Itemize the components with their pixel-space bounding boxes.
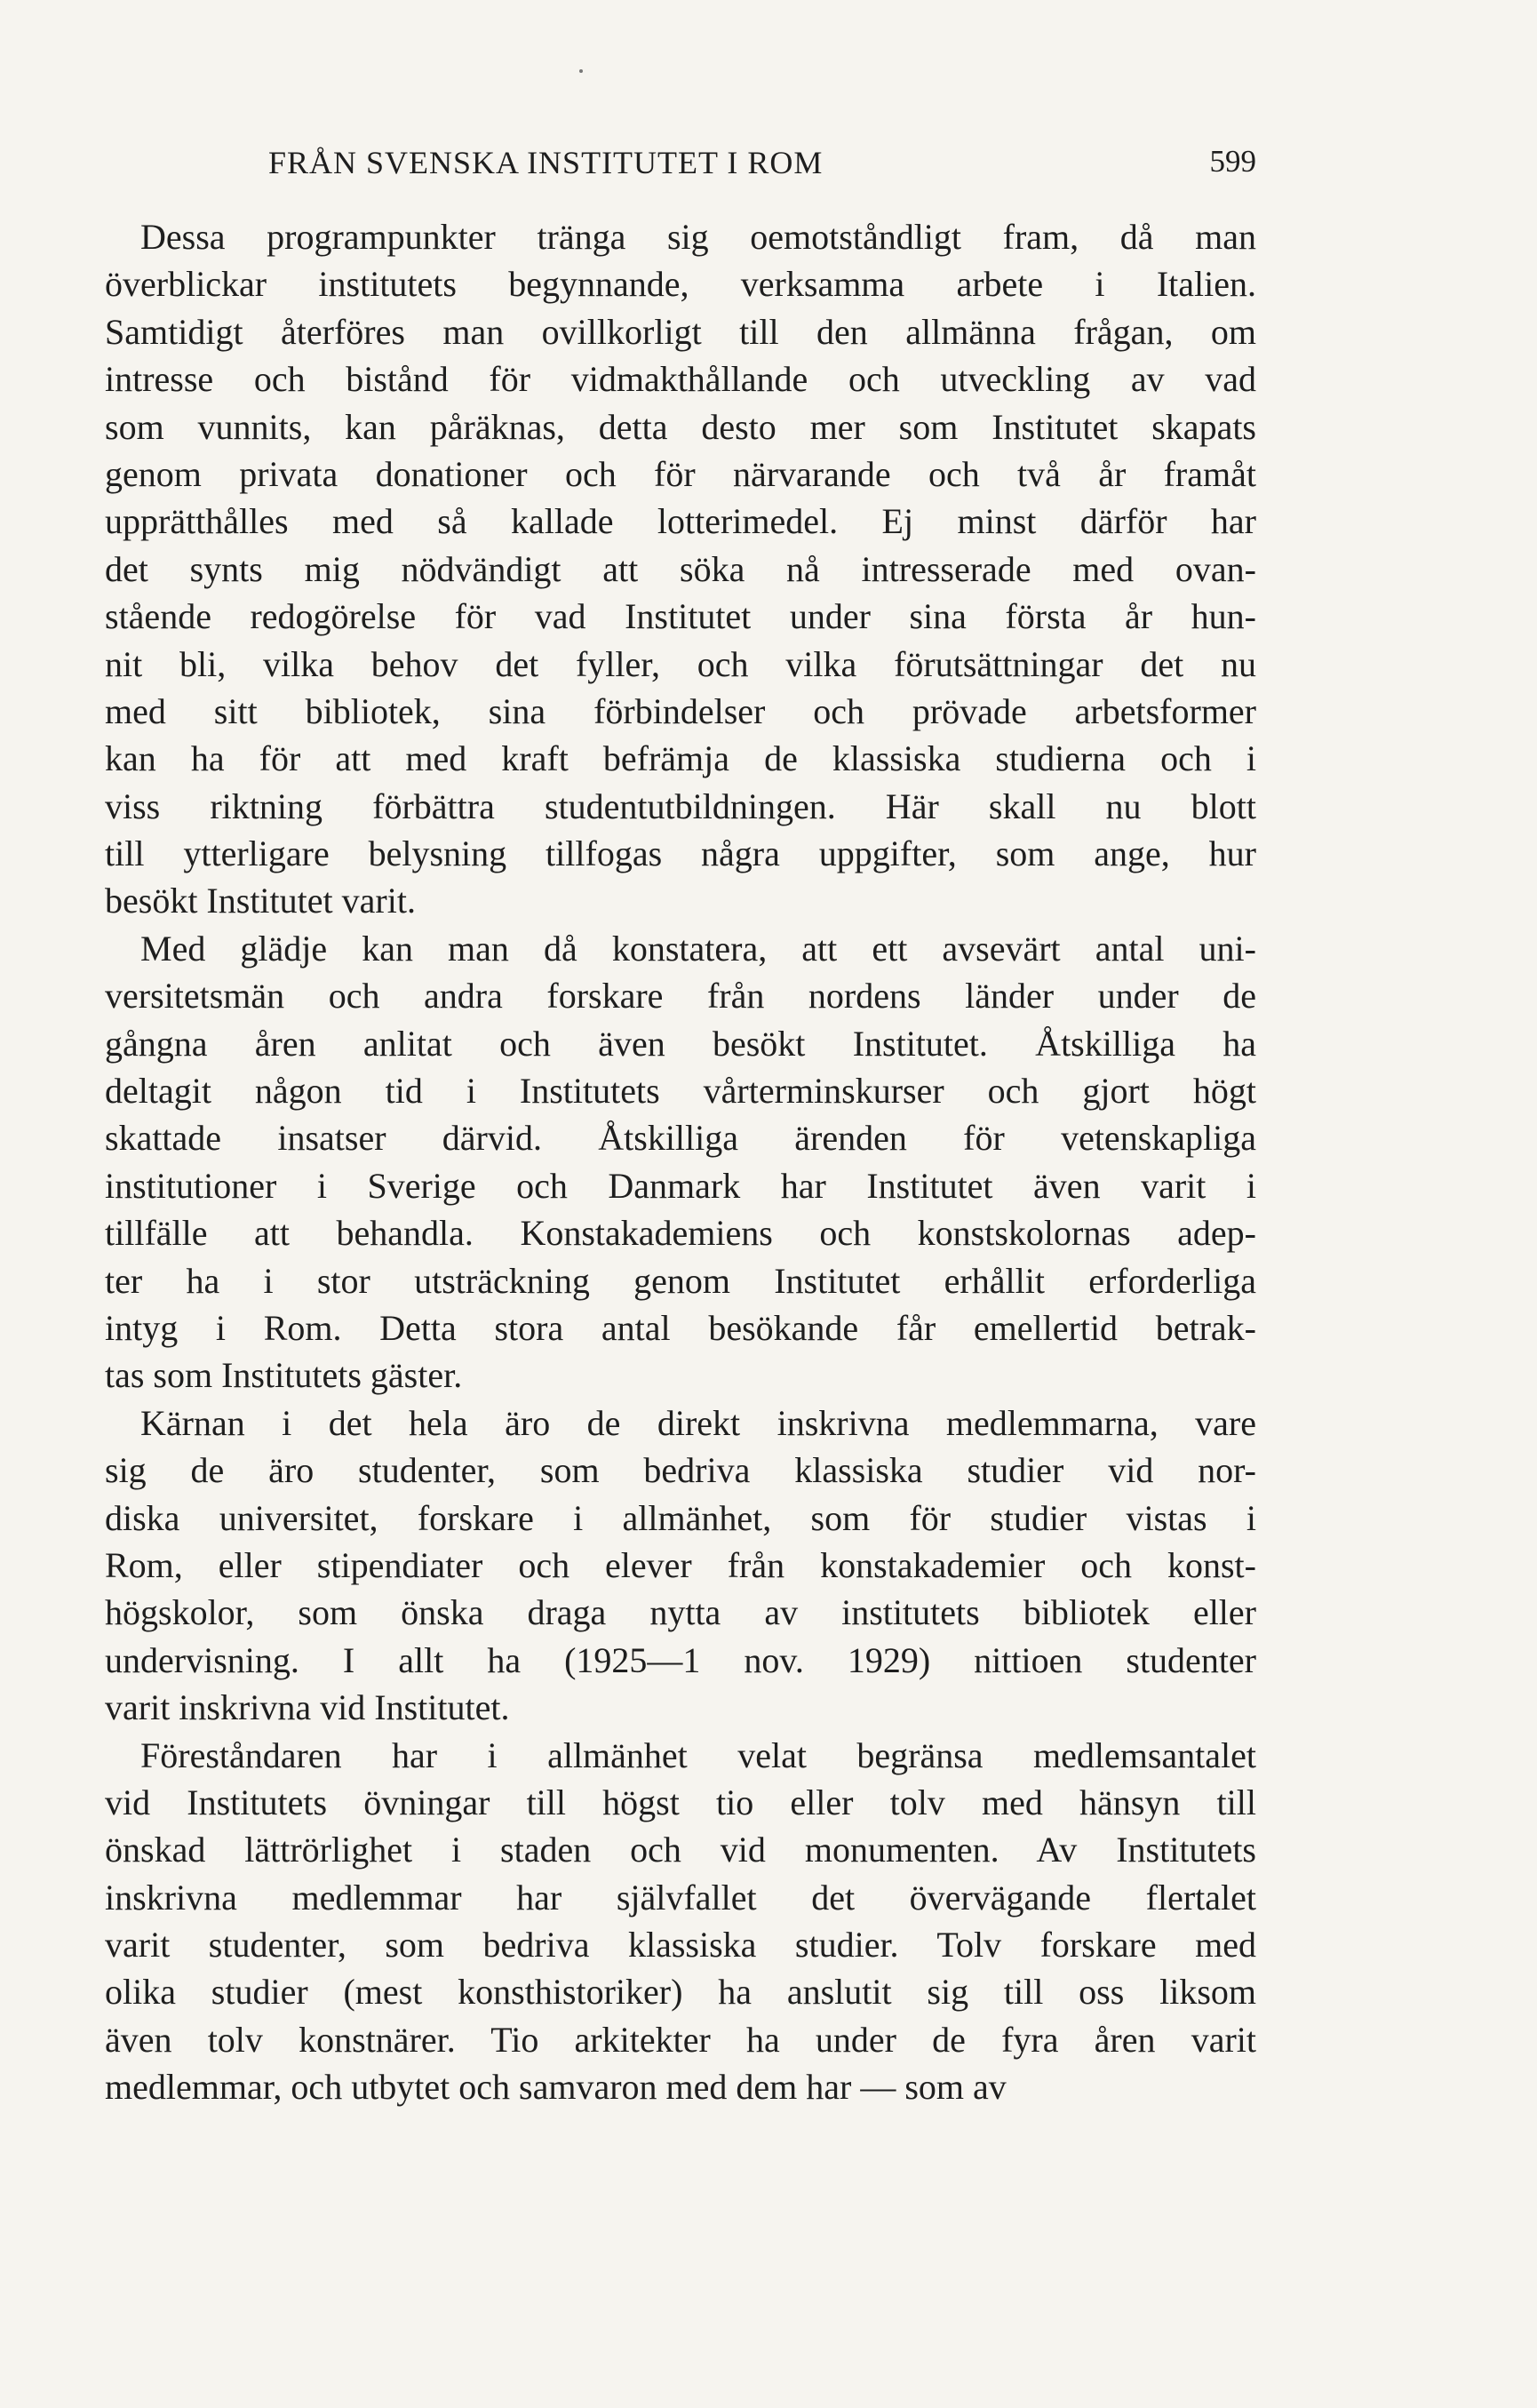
text-line: kan ha för att med kraft befrämja de klassiska studierna och i	[105, 738, 1256, 779]
text-line: institutioner i Sverige och Danmark har Institutet även varit i	[105, 1165, 1256, 1206]
text-line: önskad lättrörlighet i staden och vid monumenten. Av Institutets	[105, 1830, 1256, 1870]
text-line: skattade insatser därvid. Åtskilliga ärenden för vetenskapliga	[105, 1118, 1256, 1159]
page-number: 599	[1209, 144, 1256, 179]
text-line: intyg i Rom. Detta stora antal besökande får emellertid betrak-	[105, 1307, 1256, 1348]
paragraph	[105, 1399, 1256, 1732]
text-line: diska universitet, forskare i allmänhet, som för studier vistas i	[105, 1497, 1256, 1538]
text-line: intresse och bistånd för vidmakthållande och utveckling av vad	[105, 359, 1256, 400]
text-line: Föreståndaren har i allmänhet velat begränsa medlemsantalet	[140, 1734, 1256, 1775]
text-line: Samtidigt återföres man ovillkorligt till den allmänna frågan, om	[105, 311, 1256, 352]
text-line: viss riktning förbättra studentutbildningen. Här skall nu blott	[105, 785, 1256, 826]
text-line: varit studenter, som bedriva klassiska studier. Tolv forskare med	[105, 1925, 1256, 1965]
text-line: som vunnits, kan påräknas, detta desto mer som Institutet skapats	[105, 406, 1256, 447]
text-line: deltagit någon tid i Institutets vårterminskurser och gjort högt	[105, 1071, 1256, 1112]
text-line: varit inskrivna vid Institutet.	[105, 1687, 510, 1728]
text-line: tas som Institutets gäster.	[105, 1355, 463, 1396]
text-line: vid Institutets övningar till högst tio eller tolv med hänsyn till	[105, 1782, 1256, 1822]
text-line: undervisning. I allt ha (1925—1 nov. 1929) nittioen studenter	[105, 1639, 1256, 1680]
text-line: högskolor, som önska draga nytta av institutets bibliotek eller	[105, 1592, 1256, 1633]
text-line: till ytterligare belysning tillfogas några uppgifter, som ange, hur	[105, 833, 1256, 874]
paragraph	[105, 1732, 1256, 2111]
print-speck	[579, 69, 583, 73]
body-text	[105, 213, 1256, 2111]
text-line: Dessa programpunkter tränga sig oemotståndligt fram, då man	[140, 217, 1256, 257]
text-line: Rom, eller stipendiater och elever från konstakademier och konst-	[105, 1544, 1256, 1585]
running-header	[135, 144, 1256, 188]
text-line: nit bli, vilka behov det fyller, och vilka förutsättningar det nu	[105, 643, 1256, 684]
text-line: stående redogörelse för vad Institutet under sina första år hun-	[105, 596, 1256, 637]
text-line: sig de äro studenter, som bedriva klassiska studier vid nor-	[105, 1450, 1256, 1491]
text-line: ter ha i stor utsträckning genom Institutet erhållit erforderliga	[105, 1260, 1256, 1301]
text-line: upprätthålles med så kallade lotterimedel. Ej minst därför har	[105, 501, 1256, 542]
paragraph	[105, 925, 1256, 1399]
text-line: genom privata donationer och för närvarande och två år framåt	[105, 453, 1256, 494]
text-line: tillfälle att behandla. Konstakademiens och konstskolornas adep-	[105, 1213, 1256, 1254]
text-line: överblickar institutets begynnande, verksamma arbete i Italien.	[105, 264, 1256, 305]
text-line: Med glädje kan man då konstatera, att ett avsevärt antal uni-	[140, 928, 1256, 969]
text-line: inskrivna medlemmar har självfallet det övervägande flertalet	[105, 1877, 1256, 1918]
text-line: besökt Institutet varit.	[105, 881, 416, 921]
text-line: det synts mig nödvändigt att söka nå intresserade med ovan-	[105, 548, 1256, 589]
text-line: även tolv konstnärer. Tio arkitekter ha under de fyra åren varit	[105, 2019, 1256, 2060]
text-line: med sitt bibliotek, sina förbindelser och prövade arbetsformer	[105, 690, 1256, 731]
paragraph	[105, 213, 1256, 925]
running-title: FRÅN SVENSKA INSTITUTET I ROM	[268, 145, 824, 180]
text-line: Kärnan i det hela äro de direkt inskrivna medlemmarna, vare	[140, 1402, 1256, 1443]
text-line: gångna åren anlitat och även besökt Institutet. Åtskilliga ha	[105, 1023, 1256, 1064]
text-line: medlemmar, och utbytet och samvaron med dem har — som av	[105, 2067, 1007, 2108]
text-line: versitetsmän och andra forskare från nordens länder under de	[105, 976, 1256, 1017]
text-line: olika studier (mest konsthistoriker) ha anslutit sig till oss liksom	[105, 1972, 1256, 2013]
